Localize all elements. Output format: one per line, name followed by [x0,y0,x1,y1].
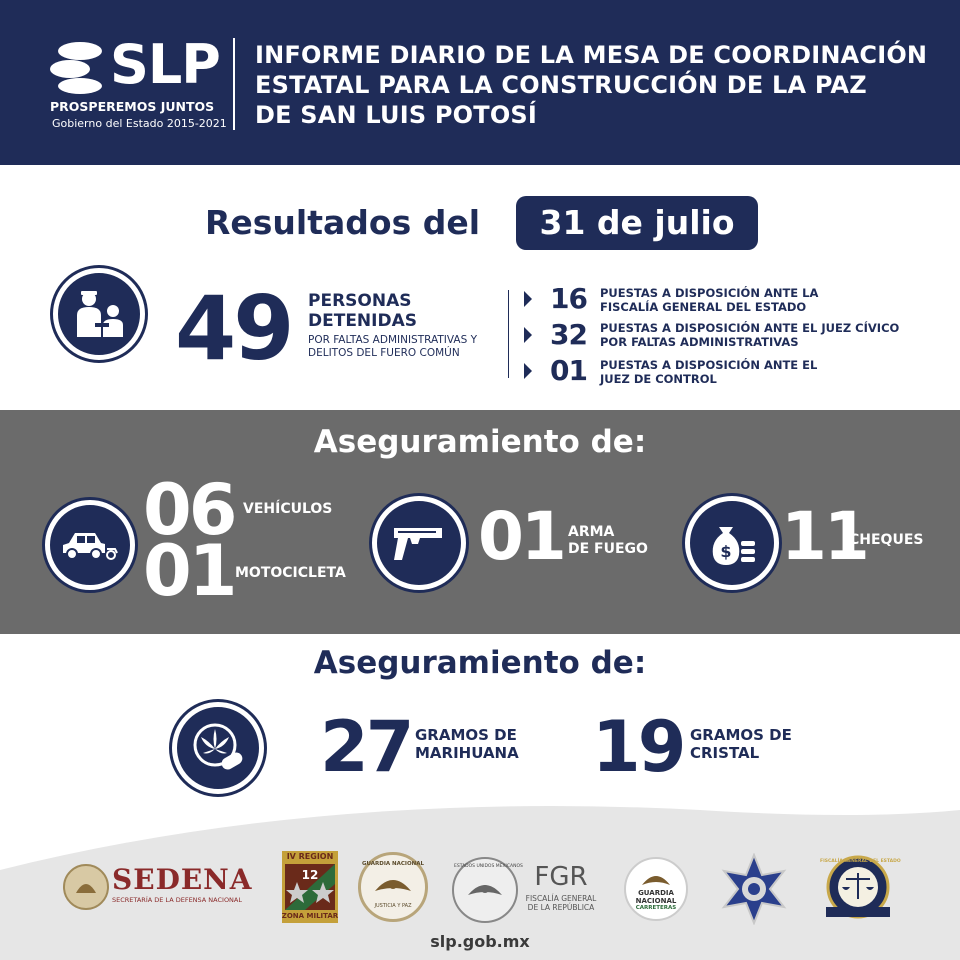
fgr-line-2: DE LA REPÚBLICA [527,903,595,912]
disposition-count: 01 [550,354,587,387]
guardia-nacional-seal [358,852,428,922]
sedena-name: SEDENA [112,863,253,896]
eagle-seal-icon [62,863,110,911]
region-number: 12 [301,868,319,882]
disposition-text: PUESTAS A DISPOSICIÓN ANTE EL [600,358,818,372]
results-title: Resultados del [205,203,481,242]
vehicle-icon-badge [45,500,135,590]
cannabis-pill-icon [191,721,245,775]
checks-count: 11 [781,498,867,575]
disposition-text: PUESTAS A DISPOSICIÓN ANTE LA [600,286,819,300]
header-banner [0,0,960,165]
gn-carreteras-line-2: NACIONAL [635,897,677,905]
fge-ring-text: FISCALÍA GENERAL DEL ESTADO [820,859,901,864]
report-title-line: INFORME DIARIO DE LA MESA DE COORDINACIÓN [255,41,928,69]
firearm-icon-badge [372,496,466,590]
results-divider [508,290,509,378]
checks-label: CHEQUES [849,532,924,548]
military-zone-badge [281,850,339,924]
date-badge: 31 de julio [516,196,758,250]
car-icon [59,525,121,565]
seizures-title-2: Aseguramiento de: [313,645,647,681]
report-title-line: ESTATAL PARA LA CONSTRUCCIÓN DE LA PAZ [255,71,867,99]
website-url[interactable]: slp.gob.mx [430,932,530,951]
disposition-text: POR FALTAS ADMINISTRATIVAS [600,335,799,349]
arrow-icon [524,291,532,307]
region-bottom-label: ZONA MILITAR [281,912,339,920]
fiscalia-estado-seal [820,853,901,925]
fgr-line-1: FISCALÍA GENERAL [525,894,597,903]
motorcycle-label: MOTOCICLETA [235,565,346,581]
disposition-text: JUEZ DE CONTROL [600,372,717,386]
drugs-icon-badge [172,702,264,794]
money-bag-icon [707,519,757,567]
region-top-label: IV REGION [286,852,334,861]
detained-sub-2: DELITOS DEL FUERO COMÚN [308,347,460,359]
motorcycle-count: 01 [143,530,235,612]
vehicles-count: 06 [143,469,235,551]
marijuana-count: 27 [320,706,412,788]
money-icon-badge [685,496,779,590]
disposition-text: PUESTAS A DISPOSICIÓN ANTE EL JUEZ CÍVICO [600,321,900,335]
detained-count: 49 [175,277,292,380]
police-badge [718,853,790,925]
fgr-ring-text: ESTADOS UNIDOS MEXICANOS [454,864,523,869]
marijuana-label-1: GRAMOS DE [415,726,517,744]
logo-wordmark: SLP [110,33,220,96]
marijuana-label-2: MARIHUANA [415,744,519,762]
gn-ring-text: GUARDIA NACIONAL [361,861,425,867]
fgr-abbr: FGR [534,862,588,892]
detained-label-1: PERSONAS [308,291,412,311]
mexico-eagle-seal [62,863,110,911]
pistol-icon [392,522,446,564]
vehicles-label: VEHÍCULOS [243,501,333,517]
logo-tagline: PROSPEREMOS JUNTOS [50,99,215,114]
gn-carreteras-seal [624,857,688,921]
arrow-icon [524,363,532,379]
slp-logo [48,33,227,135]
report-title [255,40,945,130]
detained-icon-badge [53,268,145,360]
crystal-label-1: GRAMOS DE [690,726,792,744]
arrow-icon [524,327,532,343]
slp-logo-icon [48,39,112,95]
sedena-subtitle: SECRETARÍA DE LA DEFENSA NACIONAL [112,896,242,904]
detained-label-2: DETENIDAS [308,311,417,331]
seizures-title-1: Aseguramiento de: [313,424,647,460]
firearm-count: 01 [478,498,564,575]
detention-icon [71,289,127,339]
logo-government: Gobierno del Estado 2015-2021 [52,117,227,130]
crystal-count: 19 [592,706,684,788]
disposition-text: FISCALÍA GENERAL DEL ESTADO [600,300,807,314]
police-star-icon [718,853,790,925]
disposition-count: 16 [550,282,587,315]
gn-carreteras-line-1: GUARDIA [638,889,674,897]
header-divider [233,38,235,130]
fgr-seal [452,857,523,923]
crystal-label-2: CRISTAL [690,744,760,762]
disposition-count: 32 [550,318,587,351]
report-title-line: DE SAN LUIS POTOSÍ [255,101,538,129]
svg-text:$: $ [720,542,732,561]
firearm-label-2: DE FUEGO [568,541,648,557]
detained-sub-1: POR FALTAS ADMINISTRATIVAS Y [308,334,477,346]
firearm-label-1: ARMA [568,524,615,540]
gn-carreteras-line-3: CARRETERAS [635,905,677,911]
gn-motto: JUSTICIA Y PAZ [374,903,412,909]
